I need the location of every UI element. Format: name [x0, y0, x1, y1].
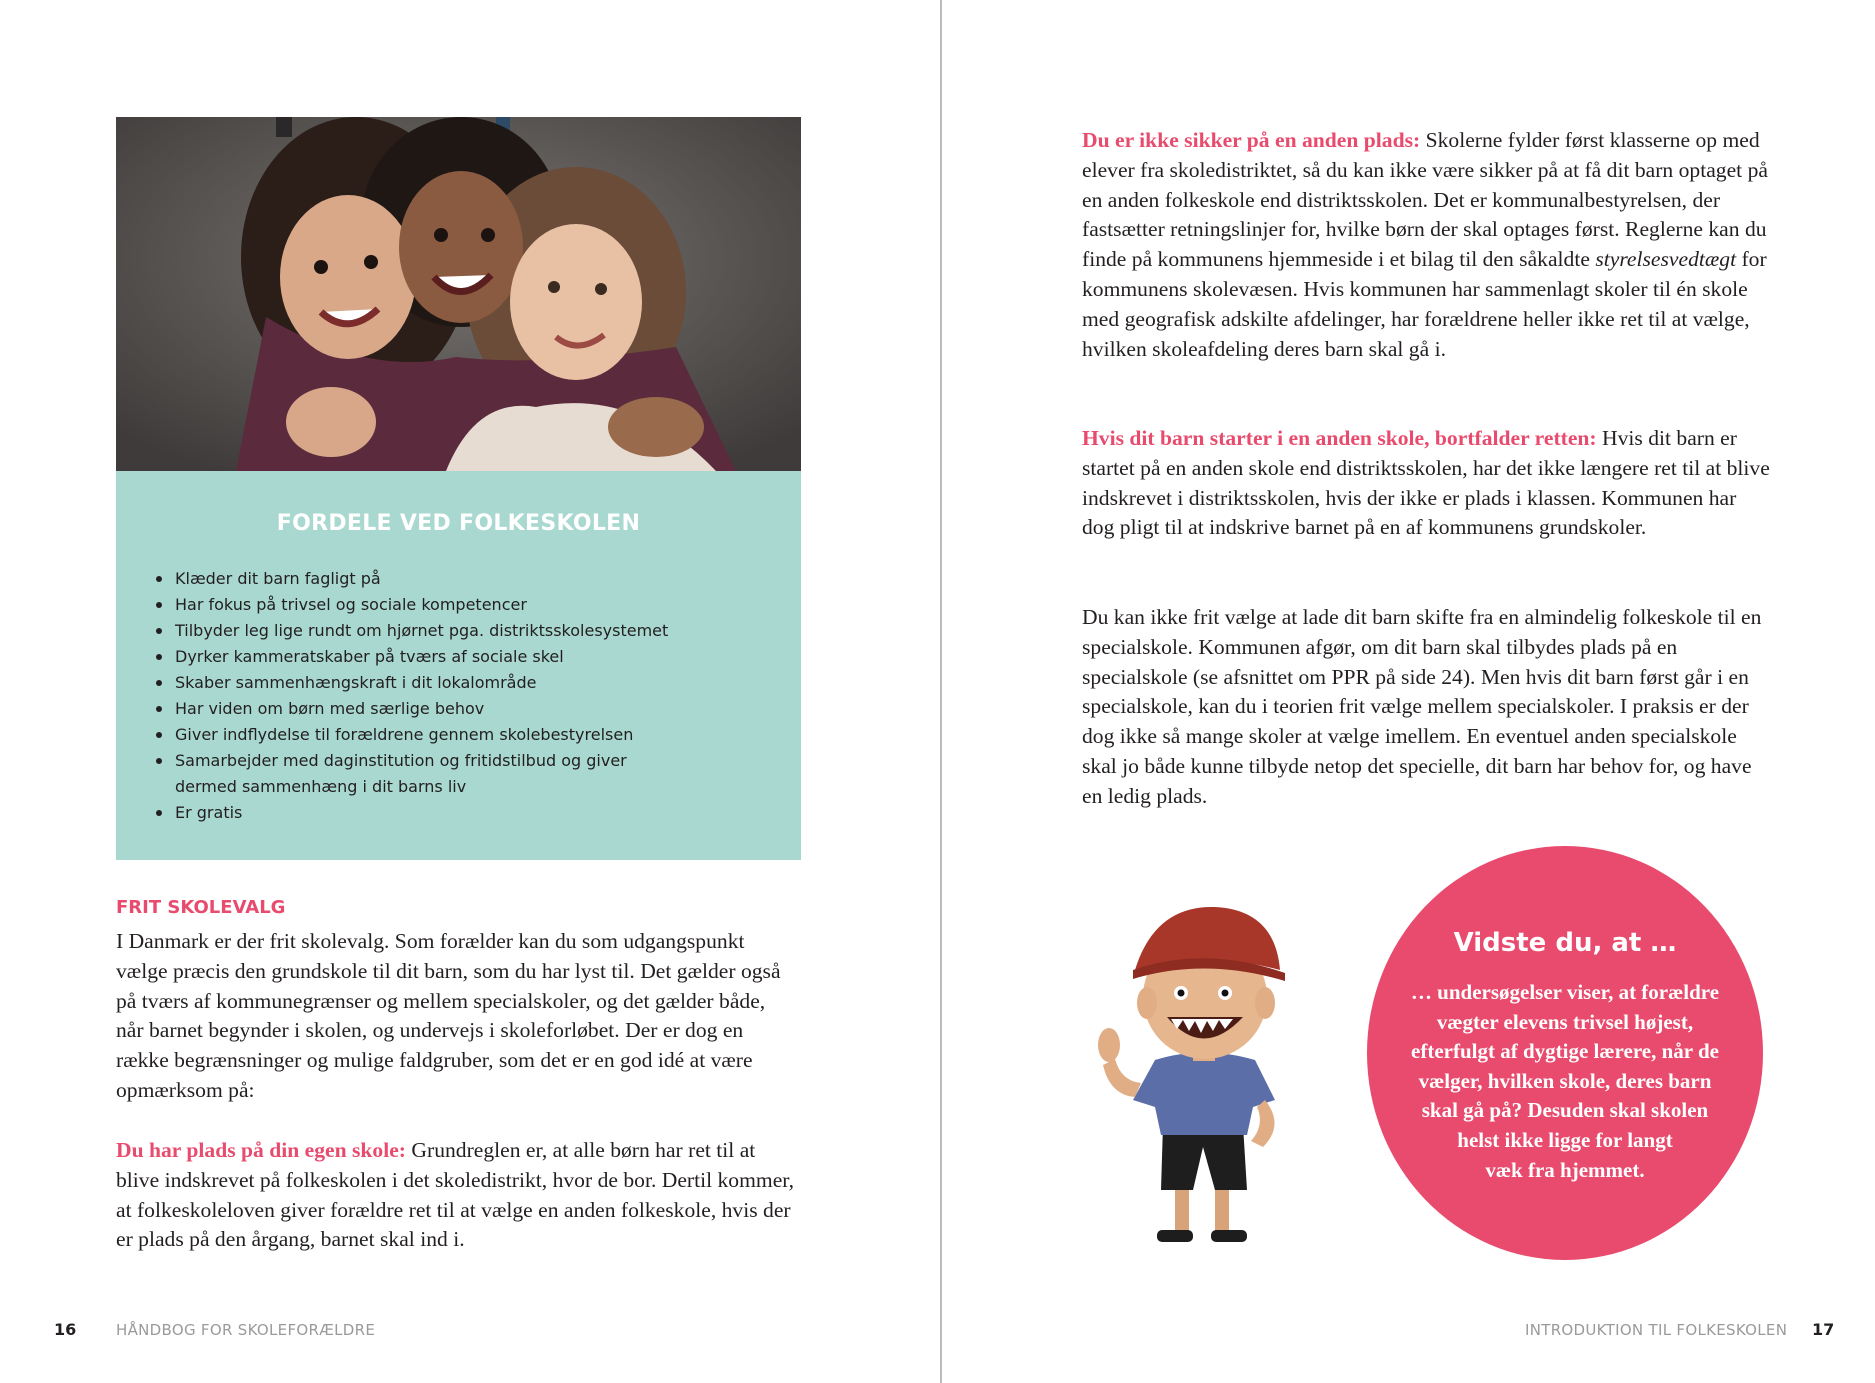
page-spine	[940, 0, 942, 1383]
benefits-box	[116, 471, 801, 860]
list-item: Er gratis	[154, 800, 774, 826]
paragraph-other-school	[1082, 424, 1772, 543]
paragraph-not-sure	[1082, 126, 1772, 364]
paragraph-lead: Du er ikke sikker på en anden plads:	[1082, 128, 1421, 152]
list-item: Har viden om børn med særlige behov	[154, 696, 774, 722]
list-item: Tilbyder leg lige rundt om hjørnet pga. distriktsskolesystemet	[154, 618, 774, 644]
callout-line: skal gå på? Desuden skal skolen	[1421, 1098, 1709, 1123]
children-photo	[116, 117, 801, 471]
children-hugging-image	[116, 117, 801, 471]
callout-line: helst ikke ligge for langt	[1457, 1127, 1673, 1152]
callout-line: vælger, hvilken skole, deres barn	[1418, 1068, 1712, 1093]
list-item: Klæder dit barn fagligt på	[154, 566, 774, 592]
callout-title: Vidste du, at …	[1453, 928, 1677, 958]
boy-illustration	[1075, 885, 1355, 1250]
callout-line: væk fra hjemmet.	[1485, 1157, 1645, 1182]
callout-line: vægter elevens trivsel højest,	[1436, 1009, 1694, 1034]
footer-right: INTRODUKTION TIL FOLKESKOLEN	[1525, 1321, 1788, 1339]
list-item: Har fokus på trivsel og sociale kompetencer	[154, 592, 774, 618]
section-heading: FRIT SKOLEVALG	[116, 897, 286, 918]
paragraph-special-school: Du kan ikke frit vælge at lade dit barn skifte fra en almindelig folkeskole til en specialskole. Kommunen afgør, om dit barn skal tilbydes plads på en specialskole (se afsnittet om PPR på side 24). Men hvis dit barn først går i en specialskole, kan du i teorien frit vælge mellem specialskoler. I praksis er der dog ikke så mange skoler at vælge imellem. En eventuel anden specialskole skal jo både kunne tilbyde netop det specielle, dit barn har behov for, og have en ledig plads.	[1082, 605, 1762, 808]
paragraph-body: Hvis dit barn er startet på en anden skole end distriktsskolen, har det ikke længere ret til at blive indskrevet i distriktsskolen, hvis der ikke er plads i klassen. Kommunen har dog pligt til at indskrive barnet på en af kommunens grundskoler.	[1082, 426, 1770, 540]
benefits-title: FORDELE VED FOLKESKOLEN	[276, 511, 641, 536]
page-number-left: 16	[54, 1320, 77, 1339]
list-item: Skaber sammenhængskraft i dit lokalområde	[154, 670, 774, 696]
footer-left: HÅNDBOG FOR SKOLEFORÆLDRE	[116, 1321, 376, 1339]
callout-text	[1397, 978, 1733, 1185]
benefits-list	[154, 566, 774, 826]
intro-paragraph: I Danmark er der frit skolevalg. Som forælder kan du som udgangspunkt vælge præcis den grundskole til dit barn, som du har lyst til. Det gælder også på tværs af kommunegrænser og mellem specialskoler, og det gælder både, når barnet begynder i skolen, og undervejs i skoleforløbet. Der er dog en række begrænsninger og mulige faldgruber, som det er en god idé at være opmærksom på:	[116, 929, 781, 1102]
list-item: Dyrker kammeratskaber på tværs af sociale skel	[154, 644, 774, 670]
paragraph-lead: Hvis dit barn starter i en anden skole, bortfalder retten:	[1082, 426, 1597, 450]
callout-line: … undersøgelser viser, at forældre	[1410, 980, 1720, 1004]
did-you-know-callout	[1367, 846, 1763, 1260]
paragraph-body: Grundreglen er, at alle børn har ret til at blive indskrevet på folkeskolen i det skoledistrikt, hvor de bor. Dertil kommer, at folkeskoleloven giver forældre ret til at vælge en anden folkeskole, hvis der er plads på den årgang, barnet skal ind i.	[116, 1138, 794, 1252]
paragraph-own-school	[116, 1136, 796, 1255]
list-item: Giver indflydelse til forældrene gennem skolebestyrelsen	[154, 722, 774, 748]
paragraph-body: Skolerne fylder først klasserne op med elever fra skoledistriktet, så du kan ikke være sikker på at få dit barn optaget på en anden folkeskole end distriktsskolen. Det er kommunalbestyrelsen, der fastsætter retningslinjer for, hvilke børn der skal optages først. Reglerne kan du finde på kommunens hjemmeside i et bilag til den såkaldte	[1082, 128, 1768, 272]
paragraph-body: for kommunens skolevæsen. Hvis kommunen har sammenlagt skoler til én skole med geografisk adskilte afdelinger, har forældrene heller ikke ret til at vælge, hvilken skoleafdeling deres barn skal gå i.	[1082, 247, 1767, 361]
paragraph-italic: styrelsesvedtægt	[1595, 247, 1737, 272]
page-number-right: 17	[1812, 1320, 1835, 1339]
callout-line: efterfulgt af dygtige lærere, når de	[1411, 1039, 1719, 1064]
list-item: Samarbejder med daginstitution og fritidstilbud og giver dermed sammenhæng i dit barns liv	[154, 748, 674, 800]
paragraph-lead: Du har plads på din egen skole:	[116, 1138, 406, 1162]
